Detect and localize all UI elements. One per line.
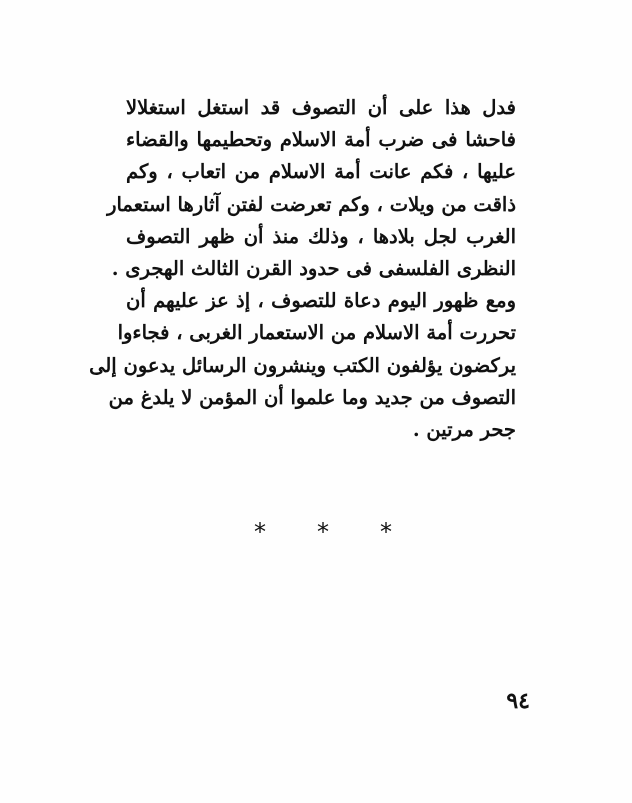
section-separator [248,518,398,546]
text-line: ومع ظهور اليوم دعاة للتصوف ، إذ عز عليهم أن [126,289,516,313]
asterisk-ornament: * [254,518,266,546]
text-line: فدل هذا على أن التصوف قد استغل استغلالا [126,96,516,119]
text-line: التصوف من جديد وما علموا أن المؤمن لا يلدغ من [108,385,516,409]
text-line: النظرى الفلسفى فى حدود القرن الثالث الهجرى . [111,256,516,280]
text-line: يركضون يؤلفون الكتب وينشرون الرسائل يدعون إلى [89,353,516,377]
text-line: فاحشا فى ضرب أمة الاسلام وتحطيمها والقضاء [126,128,516,152]
asterisk-ornament: * [380,518,392,546]
text-line: عليها ، فكم عانت أمة الاسلام من اتعاب ، وكم [126,160,516,184]
text-line: ذاقت من ويلات ، وكم تعرضت لفتن آثارها استعمار [107,192,516,216]
page-number: ٩٤ [506,688,530,714]
text-line: الغرب لجل بلادها ، وذلك منذ أن ظهر التصوف [126,224,516,248]
asterisk-ornament: * [317,518,329,546]
text-line: تحررت أمة الاسلام من الاستعمار الغربى ، فجاءوا [117,321,516,345]
body-paragraph [89,92,516,446]
text-line: جحر مرتين . [412,417,516,441]
